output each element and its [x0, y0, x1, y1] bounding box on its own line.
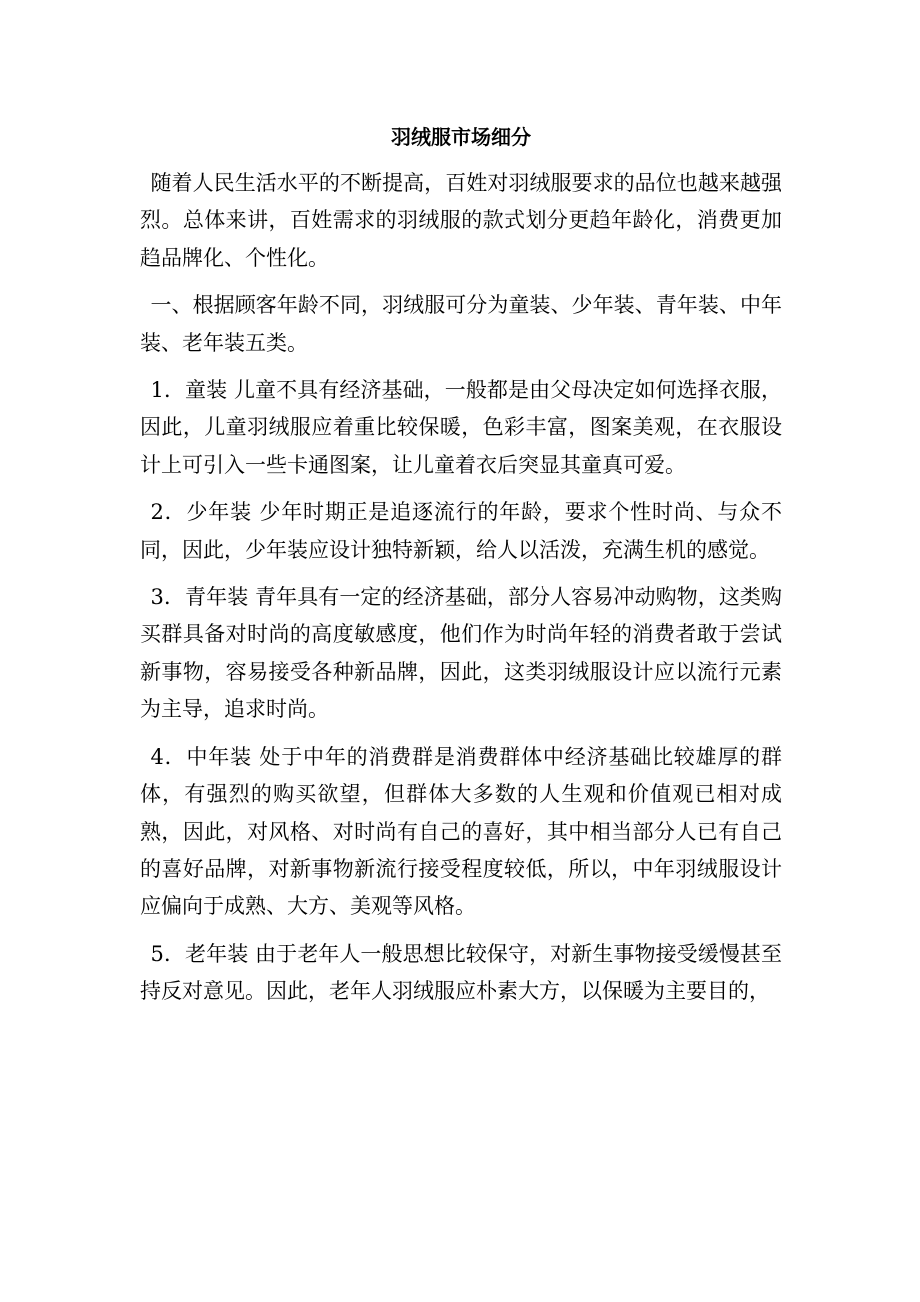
paragraph-youth-wear: 3．青年装 青年具有一定的经济基础，部分人容易冲动购物，这类购买群具备对时尚的高度敏感度，他们作为时尚年轻的消费者敢于尝试新事物，容易接受各种新品牌，因此，这类羽绒服设计应以流行元素为主导，追求时尚。	[140, 585, 782, 722]
paragraph-section-one: 一、根据顾客年龄不同，羽绒服可分为童装、少年装、青年装、中年装、老年装五类。	[140, 293, 782, 355]
paragraph-teen-wear: 2．少年装 少年时期正是追逐流行的年龄，要求个性时尚、与众不同，因此，少年装应设计独特新颖，给人以活泼，充满生机的感觉。	[140, 500, 782, 562]
paragraph-senior-wear: 5．老年装 由于老年人一般思想比较保守，对新生事物接受缓慢甚至持反对意见。因此，老年人羽绒服应朴素大方，以保暖为主要目的，	[140, 941, 782, 1004]
document-title: 羽绒服市场细分	[391, 125, 531, 149]
paragraph-middle-age-wear: 4．中年装 处于中年的消费群是消费群体中经济基础比较雄厚的群体，有强烈的购买欲望，但群体大多数的人生观和价值观已相对成熟，因此，对风格、对时尚有自己的喜好，其中相当部分人已有自己的喜好品牌，对新事物新流行接受程度较低，所以，中年羽绒服设计应偏向于成熟、大方、美观等风格。	[140, 744, 782, 919]
document-body	[140, 119, 782, 1021]
paragraph-intro: 随着人民生活水平的不断提高，百姓对羽绒服要求的品位也越来越强烈。总体来讲，百姓需求的羽绒服的款式划分更趋年龄化，消费更加趋品牌化、个性化。	[140, 171, 782, 270]
paragraph-children-wear: 1．童装 儿童不具有经济基础，一般都是由父母决定如何选择衣服，因此，儿童羽绒服应着重比较保暖，色彩丰富，图案美观，在衣服设计上可引入一些卡通图案，让儿童着衣后突显其童真可爱。	[140, 378, 782, 477]
